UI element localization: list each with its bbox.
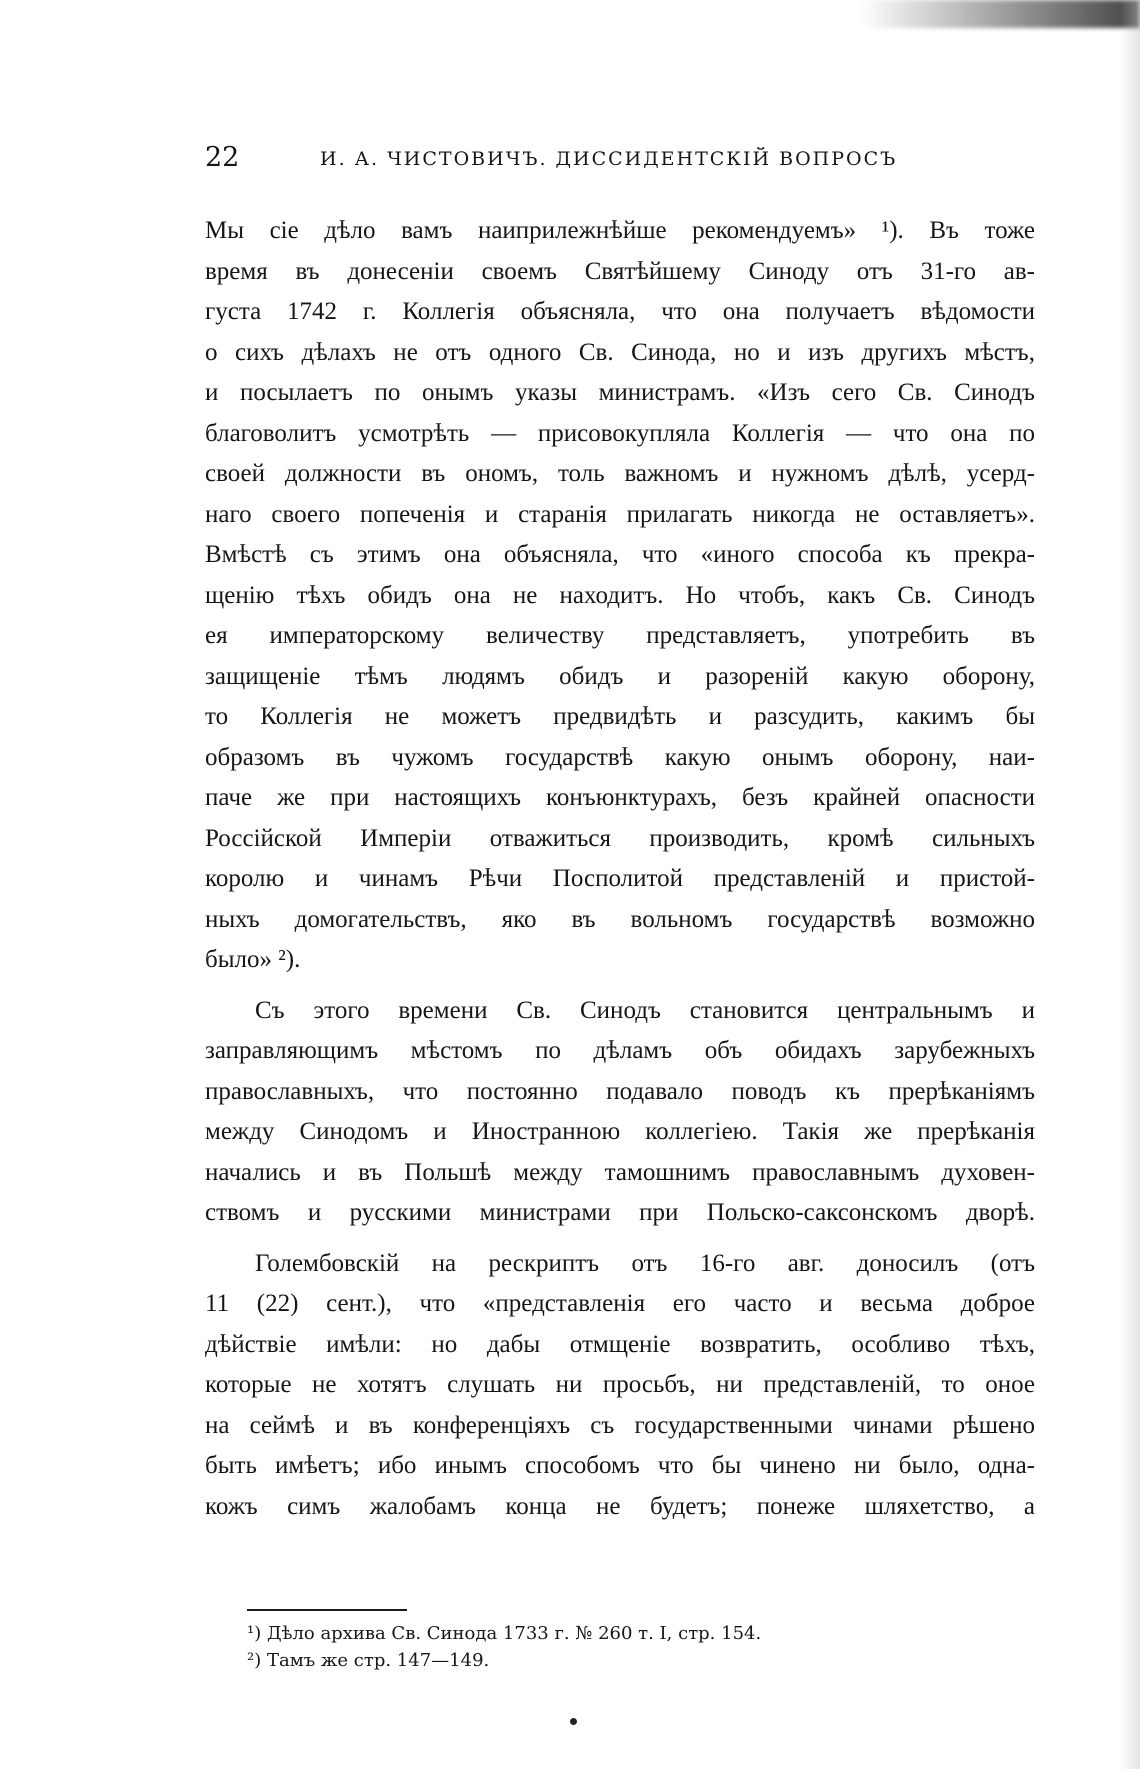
text-line: Съ этого времени Св. Синодъ становится центральнымъ и bbox=[255, 996, 1035, 1024]
text-line: о сихъ дѣлахъ не отъ одного Св. Синода, но и изъ другихъ мѣстъ, bbox=[205, 338, 1035, 366]
text-line: между Синодомъ и Иностранною коллегіею. Такія же прерѣканія bbox=[205, 1118, 1035, 1145]
footnote-2: ²) Тамъ же стр. 147—149. bbox=[247, 1650, 490, 1671]
text-line: Россійской Имперіи отважиться производить, кромѣ сильныхъ bbox=[205, 824, 1035, 852]
text-line: королю и чинамъ Рѣчи Посполитой представленій и пристой- bbox=[205, 865, 1035, 892]
text-line: ныхъ домогательствъ, яко въ вольномъ государствѣ возможно bbox=[205, 905, 1035, 933]
text-line: Мы сіе дѣло вамъ наиприлежнѣйше рекомендуемъ» ¹). Въ тоже bbox=[205, 217, 1035, 244]
text-line: заправляющимъ мѣстомъ по дѣламъ объ обидахъ зарубежныхъ bbox=[205, 1037, 1035, 1064]
text-line: густа 1742 г. Коллегія объясняла, что она получаетъ вѣдомости bbox=[205, 298, 1035, 325]
text-line: Голембовскій на рескриптъ отъ 16-го авг. доносилъ (отъ bbox=[255, 1249, 1035, 1277]
text-line: которые не хотятъ слушать ни просьбъ, ни представленій, то оное bbox=[205, 1371, 1035, 1398]
text-line: 11 (22) сент.), что «представленія его часто и весьма доброе bbox=[205, 1290, 1035, 1317]
text-line: ея императорскому величеству представляетъ, употребить въ bbox=[205, 622, 1035, 649]
text-line: образомъ въ чужомъ государствѣ какую онымъ оборону, наи- bbox=[205, 743, 1035, 771]
text-line: то Коллегія не можетъ предвидѣть и разсудить, какимъ бы bbox=[205, 703, 1035, 730]
scan-right-edge bbox=[1120, 0, 1140, 1769]
text-line: своей должности въ ономъ, толь важномъ и нужномъ дѣлѣ, усерд- bbox=[205, 460, 1035, 487]
text-line: было» ²). bbox=[205, 946, 301, 973]
text-line: начались и въ Польшѣ между тамошнимъ православнымъ духовен- bbox=[205, 1158, 1035, 1186]
text-line: Вмѣстѣ съ этимъ она объясняла, что «иного способа къ прекра- bbox=[205, 541, 1035, 568]
text-line: ствомъ и русскими министрами при Польско-саксонскомъ дворѣ. bbox=[205, 1199, 1035, 1226]
text-line: на сеймѣ и въ конференціяхъ съ государственными чинами рѣшено bbox=[205, 1411, 1035, 1439]
text-line: дѣйствіе имѣли: но дабы отмщеніе возвратить, особливо тѣхъ, bbox=[205, 1330, 1035, 1358]
running-title: И. А. ЧИСТОВИЧЪ. ДИССИДЕНТСКІЙ ВОПРОСЪ bbox=[320, 148, 898, 170]
text-line: щенію тѣхъ обидъ она не находитъ. Но чтобъ, какъ Св. Синодъ bbox=[205, 581, 1035, 609]
scan-edge-smudge bbox=[860, 0, 1140, 28]
paragraph-gap bbox=[205, 1234, 1035, 1244]
text-line: время въ донесеніи своемъ Святѣйшему Синоду отъ 31-го ав- bbox=[205, 257, 1035, 285]
text-line: наго своего попеченія и старанія прилагать никогда не оставляетъ». bbox=[205, 500, 1035, 528]
text-line: кожъ симъ жалобамъ конца не будетъ; понеже шляхетство, а bbox=[205, 1492, 1035, 1520]
scan-dot-mark bbox=[570, 1718, 577, 1725]
text-line: защищеніе тѣмъ людямъ обидъ и разореній какую оборону, bbox=[205, 662, 1035, 690]
footnote-1: ¹) Дѣло архива Св. Синода 1733 г. № 260 т. I, стр. 154. bbox=[247, 1623, 762, 1644]
body-text bbox=[205, 211, 1035, 1527]
text-line: быть имѣетъ; ибо инымъ способомъ что бы чинено ни было, одна- bbox=[205, 1452, 1035, 1479]
text-line: паче же при настоящихъ конъюнктурахъ, безъ крайней опасности bbox=[205, 784, 1035, 811]
text-line: и посылаетъ по онымъ указы министрамъ. «Изъ сего Св. Синодъ bbox=[205, 379, 1035, 406]
footnote-divider bbox=[247, 1609, 407, 1611]
text-line: благоволитъ усмотрѣть — присовокупляла Коллегія — что она по bbox=[205, 419, 1035, 447]
text-line: православныхъ, что постоянно подавало поводъ къ прерѣканіямъ bbox=[205, 1077, 1035, 1105]
page-header bbox=[205, 142, 1025, 176]
paragraph-gap bbox=[205, 981, 1035, 991]
page-number: 22 bbox=[205, 142, 240, 173]
footnotes bbox=[247, 1620, 947, 1674]
